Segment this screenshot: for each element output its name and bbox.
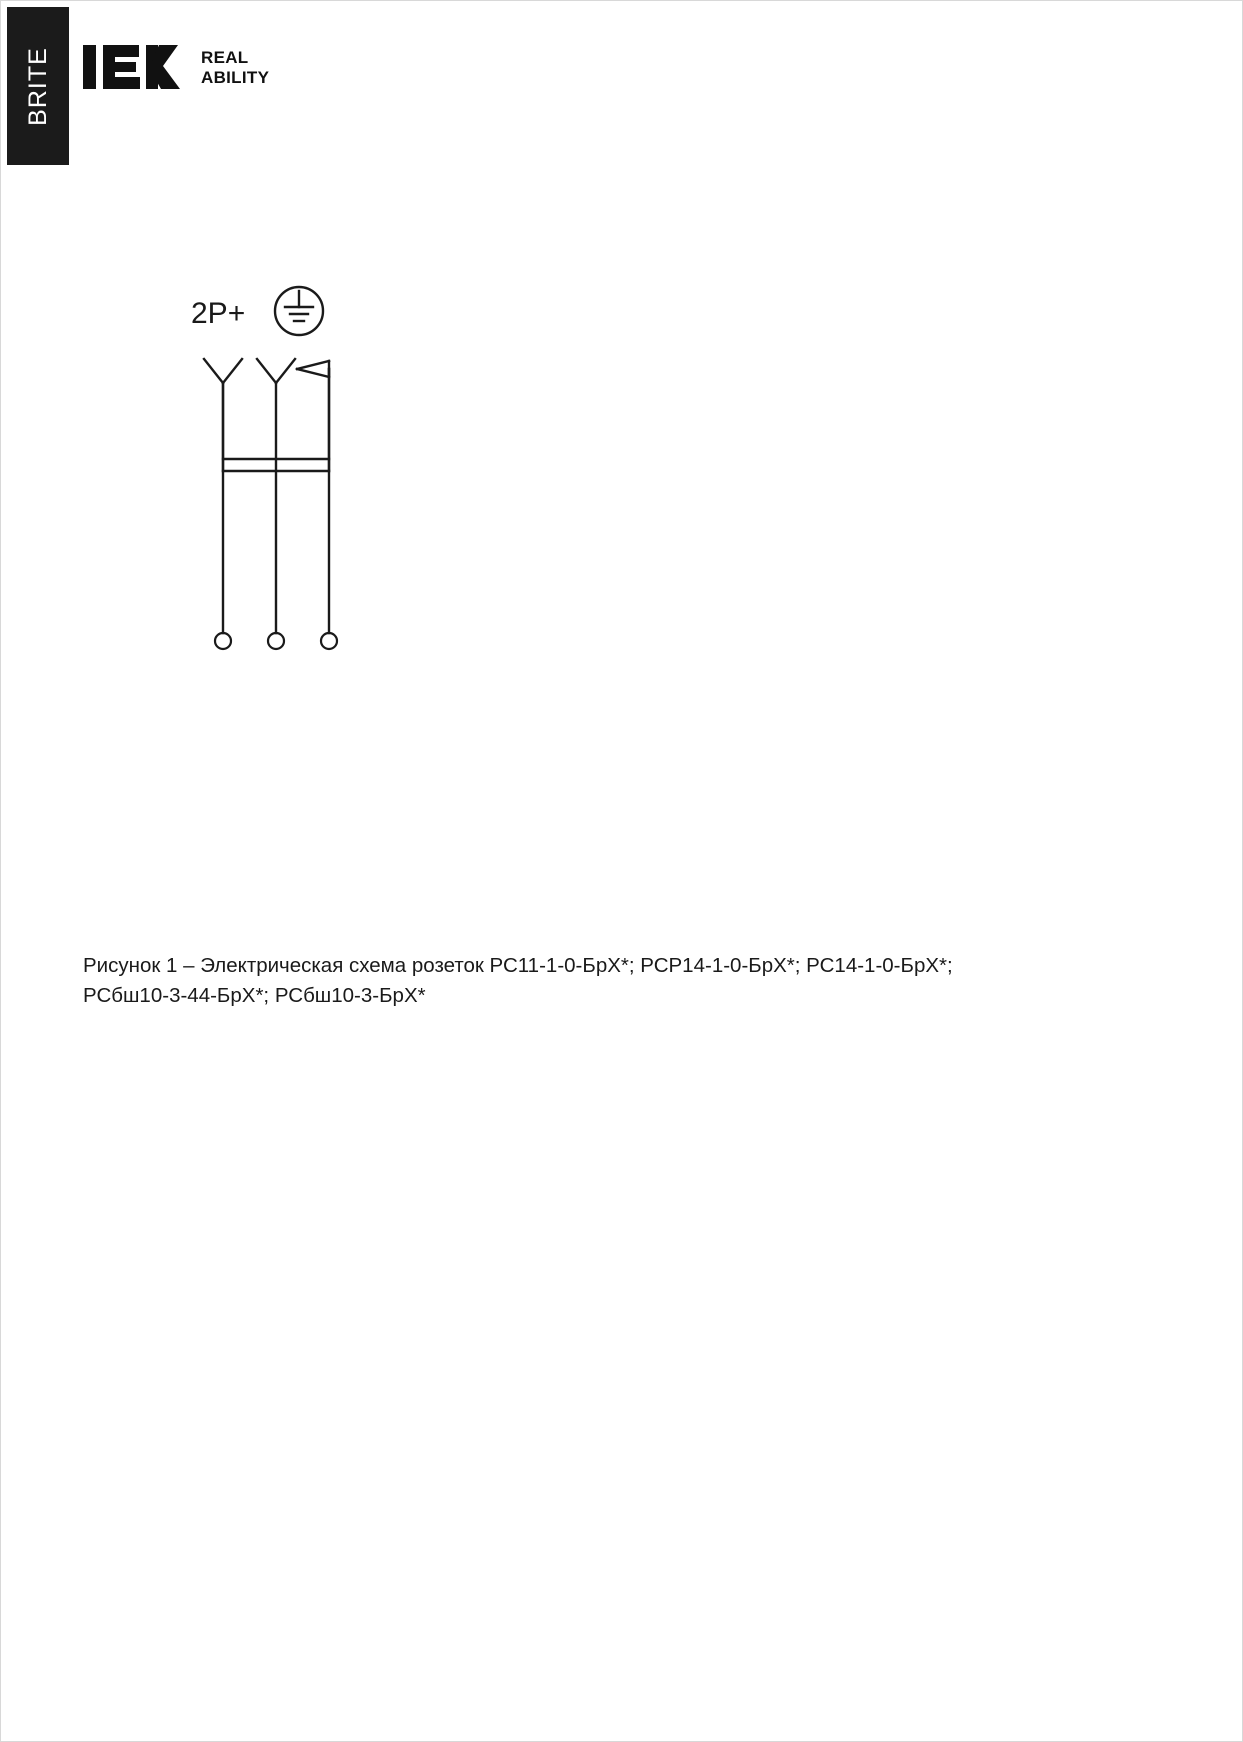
brand-tab-label: BRITE xyxy=(23,46,52,126)
logo-tagline-line2: ABILITY xyxy=(201,67,270,87)
figure-pole-label: 2P+ xyxy=(191,297,246,330)
brand-tab xyxy=(7,7,69,165)
logo-block xyxy=(83,41,269,93)
iek-logo-icon xyxy=(83,41,187,93)
figure-caption-line2: РСбш10-3-44-БрХ*; РСбш10-3-БрХ* xyxy=(83,983,426,1007)
logo-tagline-line1: REAL xyxy=(201,48,249,67)
figure-caption xyxy=(83,951,1123,1010)
schematic-figure xyxy=(181,281,481,681)
figure-caption-line1: Рисунок 1 – Электрическая схема розеток РС11-1-0-БрХ*; РСР14-1-0-БрХ*; РС14-1-0-БрХ*; xyxy=(83,954,953,977)
schematic-svg xyxy=(181,281,481,681)
logo-tagline xyxy=(201,48,269,87)
